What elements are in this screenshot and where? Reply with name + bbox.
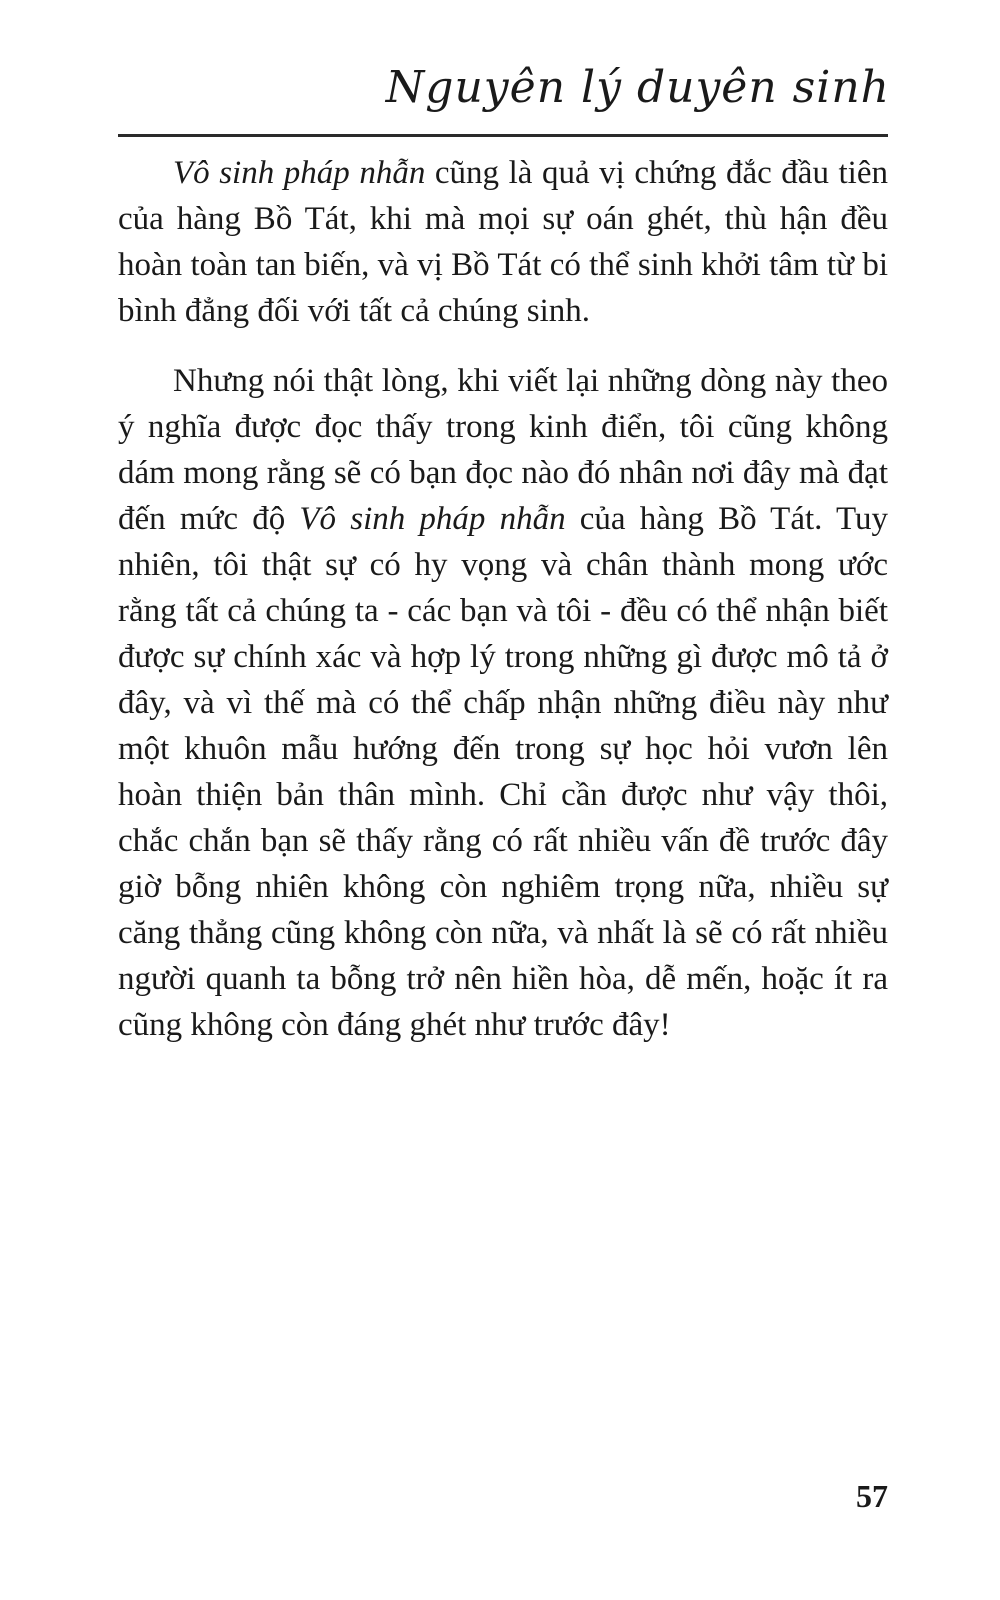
paragraph-2-text-after: của hàng Bồ Tát. Tuy nhiên, tôi thật sự có hy vọng và chân thành mong ước rằng tất cả chúng ta - các bạn và tôi - đều có thể nhận biết được sự chính xác và hợp lý trong những gì được mô tả ở đây, và vì thế mà có thể chấp nhận những điều này như một khuôn mẫu hướng đến trong sự học hỏi vươn lên hoàn thiện bản thân mình. Chỉ cần được như vậy thôi, chắc chắn bạn sẽ thấy rằng có rất nhiều vấn đề trước đây giờ bỗng nhiên không còn nghiêm trọng nữa, nhiều sự căng thẳng cũng không còn nữa, và nhất là sẽ có rất nhiều người quanh ta bỗng trở nên hiền hòa, dễ mến, hoặc ít ra cũng không còn đáng ghét như trước đây! — [118, 501, 888, 1043]
paragraph-1 — [118, 150, 888, 334]
paragraph-2 — [118, 358, 888, 1048]
page-number: 57 — [856, 1478, 888, 1514]
running-header-title: Nguyên lý duyên sinh — [385, 62, 890, 113]
body-text — [118, 150, 888, 1048]
header-divider — [118, 134, 888, 137]
italic-term: Vô sinh pháp nhẫn — [299, 501, 566, 537]
paragraph-1-text: cũng là quả vị chứng đắc đầu tiên của hàng Bồ Tát, khi mà mọi sự oán ghét, thù hận đều hoàn toàn tan biến, và vị Bồ Tát có thể sinh khởi tâm từ bi bình đẳng đối với tất cả chúng sinh. — [118, 155, 888, 329]
italic-term: Vô sinh pháp nhẫn — [173, 155, 426, 191]
paragraph-2-text-before: Nhưng nói thật lòng, khi viết lại những dòng này theo ý nghĩa được đọc thấy trong kinh điển, tôi cũng không dám mong rằng sẽ có bạn đọc nào đó nhân nơi đây mà đạt đến mức độ — [118, 363, 888, 537]
